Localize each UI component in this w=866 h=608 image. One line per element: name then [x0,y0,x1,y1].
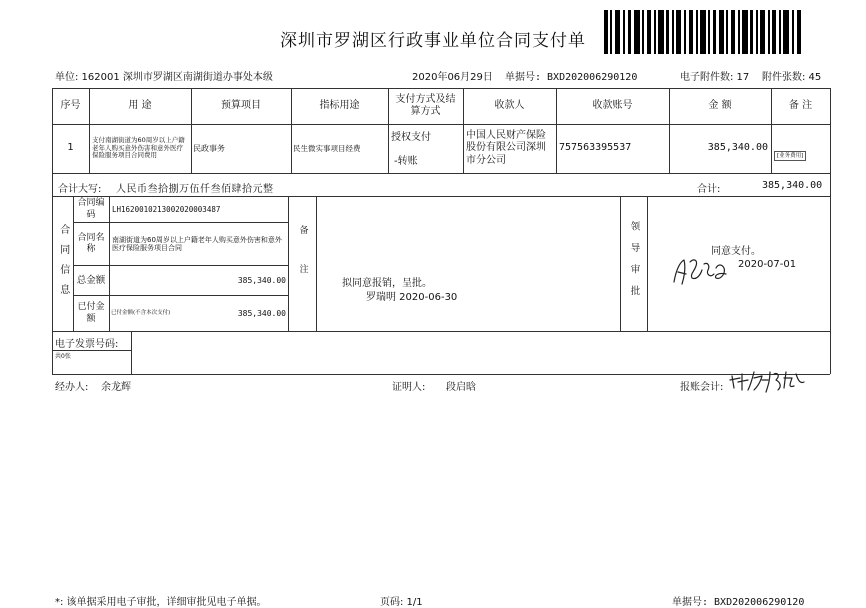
accountant-signature [728,366,808,396]
handler-name: 余龙辉 [101,382,131,393]
witness-name: 段启晗 [446,382,476,393]
doc-date: 2020年06月29日 [412,72,493,83]
e-invoice-count: 共0张 [55,353,71,360]
e-invoice-label: 电子发票号码: [55,339,119,350]
col-header-amount: 金 额 [708,99,732,111]
total-caps-amount: 人民币叁拾捌万伍仟叁佰肆拾元整 [116,184,274,195]
contract-paid-note: 已付金额(不含本次支付) [111,309,171,316]
row-payee: 中国人民财产保险股份有限公司深圳市分公司 [466,129,546,166]
contract-total: 385,340.00 [237,275,286,285]
contract-paid: 385,340.00 [237,308,286,318]
contract-name: 南湖街道为60周岁以上户籍老年人购买意外伤害和意外医疗保险服务项目合同 [112,235,282,252]
witness-label: 证明人: [392,382,426,393]
contract-total-label: 总金额 [76,274,106,286]
contract-paid-label: 已付金额 [77,302,105,324]
footer-doc-number: 单据号: BXD202006290120 [672,597,805,608]
barcode [604,10,804,54]
col-header-remark: 备 注 [788,99,813,111]
total-sum: 385,340.00 [762,180,823,191]
total-caps-label: 合计大写: [58,184,102,195]
document-title: 深圳市罗湖区行政事业单位合同支付单 [280,31,586,51]
row-account: 757563395537 [559,142,632,154]
e-attachment-count: 电子附件数: 17 [680,72,750,83]
row-settlement: -转账 [394,155,418,167]
row-indicator-use: 民生微实事项目经费 [293,143,361,153]
contract-no-label: 合同编码 [77,198,105,220]
col-header-indicator-use: 指标用途 [319,99,360,111]
leader-signature [670,252,732,288]
col-header-pay-method: 支付方式及结算方式 [395,93,456,117]
row-seq: 1 [67,142,74,154]
row-purpose: 支付南湖街道为60周岁以上户籍老年人购买意外伤害和意外医疗保险服务项目合同费用 [92,135,185,160]
row-budget-item: 民政事务 [193,143,225,153]
row-amount: 385,340.00 [707,142,768,154]
footer-note: *: 该单据采用电子审批，详细审批见电子单据。 [55,597,267,608]
remarks-signer: 罗瑞明 2020-06-30 [366,292,458,303]
doc-number: 单据号: BXD202006290120 [505,72,638,83]
footer-page: 页码: 1/1 [380,597,423,608]
col-header-account: 收款账号 [592,99,633,111]
leader-approval-date: 2020-07-01 [738,259,797,270]
remarks-label: 备注 [297,224,308,303]
col-header-payee: 收款人 [494,99,525,111]
col-header-budget-item: 预算项目 [221,99,261,111]
contract-no: LH1620010213002020003487 [112,204,221,214]
row-pay-method: 授权支付 [391,131,431,143]
total-sum-label: 合计: [697,184,721,195]
remark-stamp: [业务费用] [774,151,806,161]
accountant-label: 报账会计: [680,382,724,393]
handler-label: 经办人: [55,382,89,393]
contract-name-label: 合同名称 [77,232,105,254]
col-header-purpose: 用 途 [128,99,152,111]
remarks-text: 拟同意报销，呈批。 [342,278,432,289]
attachment-sheet-count: 附件张数: 45 [762,72,822,83]
unit-info: 单位: 162001 深圳市罗湖区南湖街道办事处本级 [55,72,273,83]
leader-approval-text: 同意支付。 [711,246,761,257]
contract-section-label: 合同信息 [57,223,69,304]
leader-approval-label: 领导审批 [628,220,640,307]
col-header-seq: 序号 [60,99,81,111]
